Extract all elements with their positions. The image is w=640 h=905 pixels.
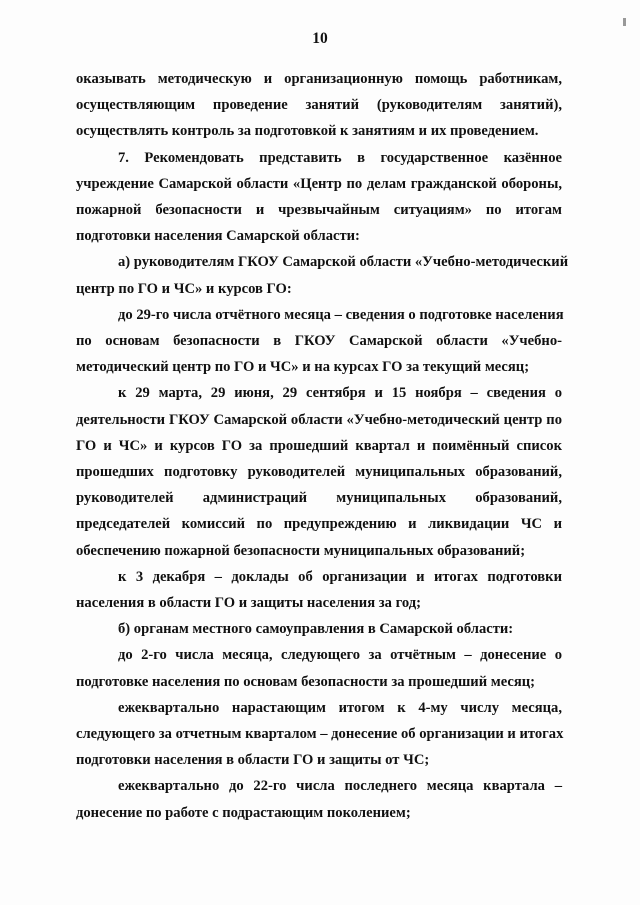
- text-line: ежеквартально до 22-го числа последнего месяца квартала –: [118, 778, 562, 795]
- text-line: по основам безопасности в ГКОУ Самарской области «Учебно-: [76, 333, 562, 350]
- text-line: ежеквартально нарастающим итогом к 4-му числу месяца,: [118, 699, 562, 716]
- text-line: следующего за отчетным кварталом – донесение об организации и итогах: [76, 726, 564, 743]
- text-line: до 29-го числа отчётного месяца – сведения о подготовке населения: [118, 306, 564, 323]
- text-line: осуществляющим проведение занятий (руководителям занятий),: [76, 97, 562, 114]
- text-line: подготовке населения по основам безопасности за прошедший месяц;: [76, 673, 535, 690]
- text-line: оказывать методическую и организационную помощь работникам,: [76, 71, 562, 87]
- text-line: председателей комиссий по предупреждению и ликвидации ЧС и: [76, 516, 562, 533]
- paragraph: [76, 564, 562, 616]
- text-line: к 3 декабря – доклады об организации и итогах подготовки: [118, 568, 562, 585]
- text-line: до 2-го числа месяца, следующего за отчётным – донесение о: [118, 647, 562, 664]
- text-line: к 29 марта, 29 июня, 29 сентября и 15 ноября – сведения о: [118, 385, 562, 402]
- paragraph: [76, 380, 562, 563]
- text-line: обеспечению пожарной безопасности муниципальных образований;: [76, 542, 526, 559]
- document-body: [76, 66, 569, 826]
- scan-mark: [623, 18, 626, 26]
- paragraph: [76, 695, 562, 774]
- text-line: подготовки населения в области ГО и защиты от ЧС;: [76, 752, 430, 769]
- paragraph: [76, 642, 562, 694]
- text-line: подготовки населения Самарской области:: [76, 228, 360, 245]
- text-line: а) руководителям ГКОУ Самарской области «Учебно-методический: [118, 254, 569, 271]
- text-line: учреждение Самарской области «Центр по делам гражданской обороны,: [76, 175, 562, 192]
- paragraph: [76, 145, 562, 250]
- paragraph: [76, 616, 562, 642]
- text-line: 7. Рекомендовать представить в государственное казённое: [118, 149, 562, 166]
- text-line: методический центр по ГО и ЧС» и на курсах ГО за текущий месяц;: [76, 359, 530, 376]
- paragraph: [76, 66, 562, 145]
- text-line: осуществлять контроль за подготовкой к занятиям и их проведением.: [76, 123, 539, 140]
- text-line: центр по ГО и ЧС» и курсов ГО:: [76, 280, 292, 297]
- text-line: деятельности ГКОУ Самарской области «Учебно-методический центр по: [76, 411, 562, 428]
- paragraph: [76, 773, 562, 825]
- page-number: 10: [312, 30, 328, 47]
- paragraph: [76, 302, 562, 381]
- paragraph: [76, 249, 569, 301]
- text-line: пожарной безопасности и чрезвычайным ситуациям» по итогам: [76, 202, 562, 219]
- text-line: прошедших подготовку руководителей муниципальных образований,: [76, 464, 562, 481]
- text-line: ГО и ЧС» и курсов ГО за прошедший квартал и поимённый список: [76, 437, 562, 454]
- text-line: донесение по работе с подрастающим поколением;: [76, 804, 411, 821]
- text-line: населения в области ГО и защиты населения за год;: [76, 595, 421, 612]
- text-line: б) органам местного самоуправления в Самарской области:: [118, 621, 514, 638]
- text-line: руководителей администраций муниципальных образований,: [76, 490, 562, 507]
